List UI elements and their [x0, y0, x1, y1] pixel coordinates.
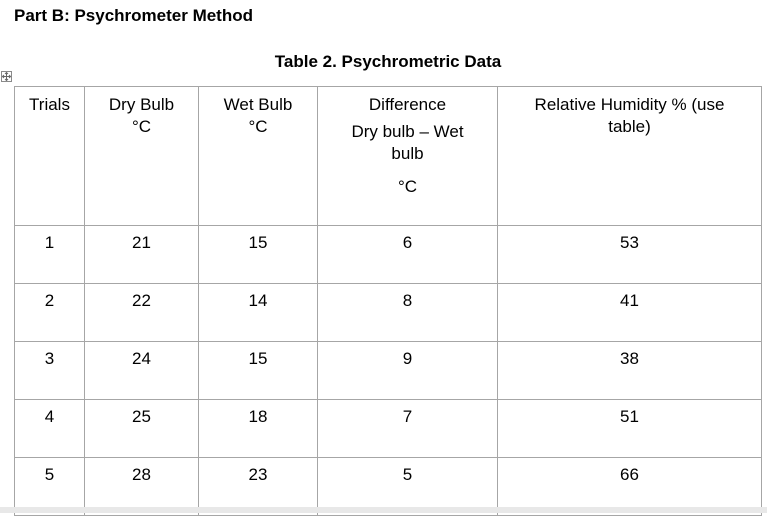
section-heading: Part B: Psychrometer Method: [14, 6, 253, 25]
header-dry-bulb-label: Dry Bulb: [108, 95, 175, 114]
table-move-handle-icon[interactable]: [1, 71, 12, 82]
header-difference: [318, 87, 498, 226]
page-bottom-edge: [0, 507, 767, 513]
cell-difference: 8: [318, 284, 498, 342]
cell-trial: 3: [15, 342, 85, 400]
cell-dry-bulb: 21: [85, 226, 199, 284]
cell-difference: 9: [318, 342, 498, 400]
header-wet-bulb-unit: °C: [248, 117, 268, 136]
cell-relative-humidity: 66: [498, 458, 762, 516]
cell-dry-bulb: 22: [85, 284, 199, 342]
cell-trial: 2: [15, 284, 85, 342]
header-dry-bulb: [85, 87, 199, 226]
table-row: [15, 284, 762, 342]
cell-wet-bulb: 15: [199, 226, 318, 284]
cell-wet-bulb: 23: [199, 458, 318, 516]
header-trials-label: Trials: [29, 95, 70, 114]
header-difference-unit: °C: [397, 177, 418, 196]
table-row: [15, 342, 762, 400]
header-dry-bulb-unit: °C: [131, 117, 152, 136]
cell-relative-humidity: 51: [498, 400, 762, 458]
header-trials: [15, 87, 85, 226]
cell-difference: 5: [318, 458, 498, 516]
cell-wet-bulb: 14: [199, 284, 318, 342]
table-row: [15, 226, 762, 284]
header-wet-bulb-label: Wet Bulb: [223, 95, 293, 114]
cell-dry-bulb: 28: [85, 458, 199, 516]
cell-relative-humidity: 38: [498, 342, 762, 400]
cell-wet-bulb: 18: [199, 400, 318, 458]
cell-relative-humidity: 53: [498, 226, 762, 284]
cell-trial: 4: [15, 400, 85, 458]
header-difference-label: Difference: [368, 95, 447, 114]
cell-difference: 6: [318, 226, 498, 284]
header-difference-note: Dry bulb – Wet bulb: [351, 122, 464, 163]
cell-dry-bulb: 24: [85, 342, 199, 400]
cell-difference: 7: [318, 400, 498, 458]
psychrometric-data-table: [14, 86, 762, 516]
cell-dry-bulb: 25: [85, 400, 199, 458]
cell-wet-bulb: 15: [199, 342, 318, 400]
table-header-row: [15, 87, 762, 226]
header-relative-humidity: [498, 87, 762, 226]
table-caption: Table 2. Psychrometric Data: [274, 52, 502, 71]
cell-relative-humidity: 41: [498, 284, 762, 342]
header-wet-bulb: [199, 87, 318, 226]
cell-trial: 1: [15, 226, 85, 284]
header-relative-humidity-label: Relative Humidity % (use table): [534, 95, 725, 136]
table-row: [15, 400, 762, 458]
cell-trial: 5: [15, 458, 85, 516]
